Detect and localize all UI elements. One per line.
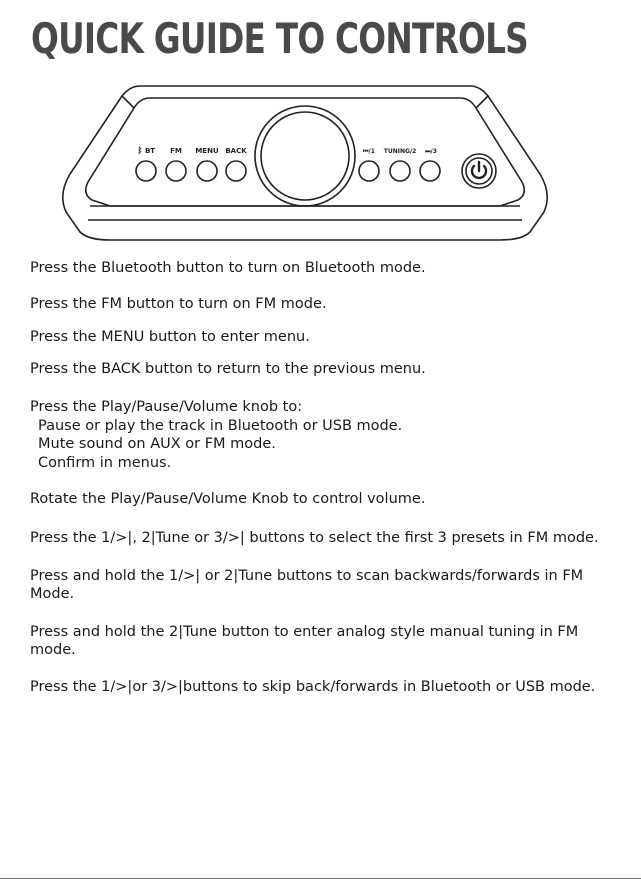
menu-label: MENU: [195, 147, 219, 155]
fm-button: [166, 161, 186, 181]
bottom-divider: [0, 878, 641, 879]
preset1-label: ⏮/1: [363, 148, 375, 155]
instruction-scan-line2: Mode.: [30, 586, 75, 602]
knob-item-confirm: Confirm in menus.: [38, 455, 172, 471]
fm-label: FM: [170, 147, 182, 155]
panel-outline: [63, 86, 547, 240]
tuning-2-button: [390, 161, 410, 181]
instruction-presets: Press the 1/>|, 2|Tune or 3/>| buttons to select the first 3 presets in FM mode.: [30, 530, 599, 546]
instruction-back: Press the BACK button to return to the previous menu.: [30, 361, 426, 377]
instruction-rotate: Rotate the Play/Pause/Volume Knob to control volume.: [30, 491, 426, 507]
power-icon: [472, 162, 486, 178]
bt-button: [136, 161, 156, 181]
volume-knob: [255, 106, 355, 206]
instruction-menu: Press the MENU button to enter menu.: [30, 329, 310, 345]
knob-item-mute: Mute sound on AUX or FM mode.: [38, 436, 276, 452]
page-title: QUICK GUIDE TO CONTROLS: [31, 14, 528, 63]
tuning-label: TUNING/2: [383, 148, 417, 155]
instruction-skip: Press the 1/>|or 3/>|buttons to skip back/forwards in Bluetooth or USB mode.: [30, 679, 596, 695]
instruction-bluetooth: Press the Bluetooth button to turn on Bluetooth mode.: [30, 260, 426, 276]
preset-3-button: [420, 161, 440, 181]
knob-item-pause-play: Pause or play the track in Bluetooth or USB mode.: [38, 418, 403, 434]
instruction-manual-line2: mode.: [30, 642, 76, 658]
bluetooth-icon: ᛒ: [137, 146, 143, 155]
speaker-control-panel-illustration: [60, 82, 550, 242]
instruction-scan-line1: Press and hold the 1/>| or 2|Tune buttons to scan backwards/forwards in FM: [30, 568, 584, 584]
instruction-manual-line1: Press and hold the 2|Tune button to enter analog style manual tuning in FM: [30, 624, 579, 640]
back-button: [226, 161, 246, 181]
bt-label: BT: [144, 147, 156, 155]
preset-1-button: [359, 161, 379, 181]
back-label: BACK: [225, 147, 247, 155]
menu-button: [197, 161, 217, 181]
instruction-fm: Press the FM button to turn on FM mode.: [30, 296, 327, 312]
instruction-knob-intro: Press the Play/Pause/Volume knob to:: [30, 399, 303, 415]
preset3-label: ⏭/3: [425, 148, 437, 155]
